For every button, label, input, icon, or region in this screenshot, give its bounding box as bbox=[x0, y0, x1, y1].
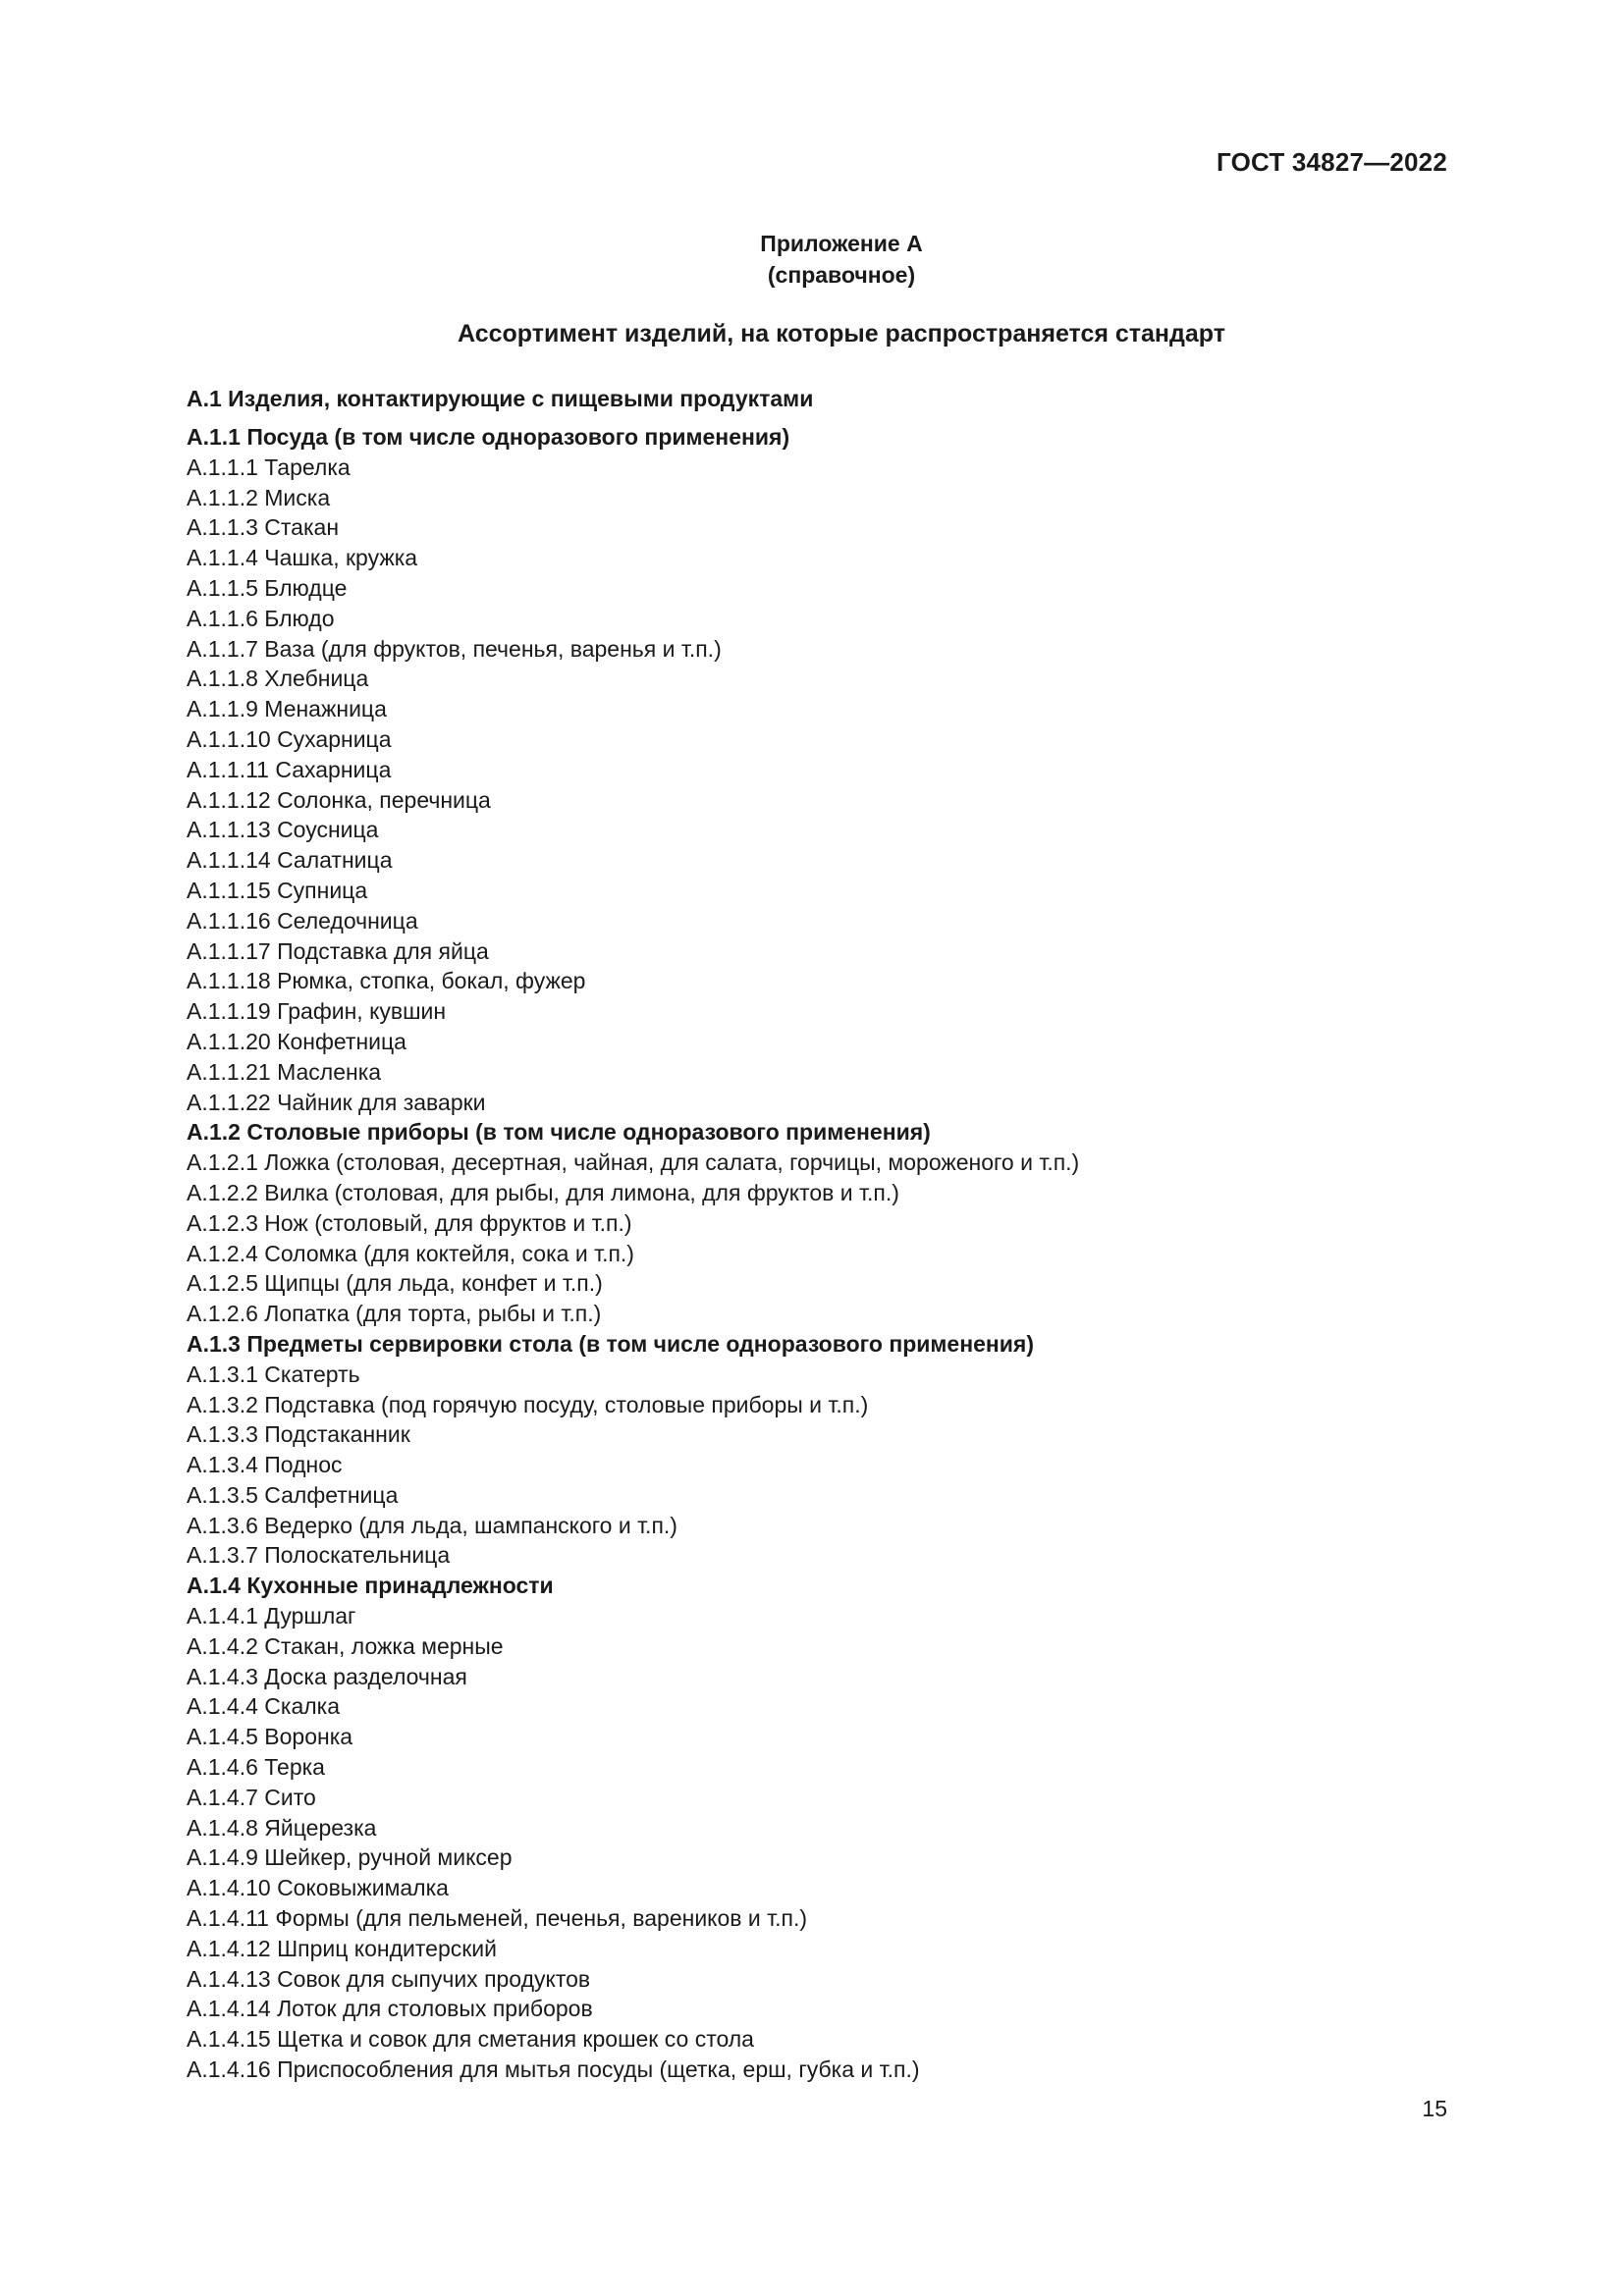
list-item: А.1.4.6 Терка bbox=[187, 1754, 325, 1781]
list-item: А.1.4.8 Яйцерезка bbox=[187, 1814, 377, 1841]
document-body bbox=[187, 383, 1463, 2085]
list-item: А.1.1.15 Супница bbox=[187, 877, 368, 903]
list-item: А.1.1.18 Рюмка, стопка, бокал, фужер bbox=[187, 968, 586, 994]
list-item: А.1.2.4 Соломка (для коктейля, сока и т.п.) bbox=[187, 1240, 634, 1266]
list-item: А.1.2.1 Ложка (столовая, десертная, чайная, для салата, горчицы, мороженого и т.п.) bbox=[187, 1149, 1080, 1176]
list-item: А.1.2.3 Нож (столовый, для фруктов и т.п.) bbox=[187, 1209, 632, 1236]
list-item: А.1.1.11 Сахарница bbox=[187, 756, 392, 782]
list-item: А.1.1.13 Соусница bbox=[187, 817, 379, 843]
list-item: А.1.3.6 Ведерко (для льда, шампанского и т.п.) bbox=[187, 1512, 677, 1538]
list-item: А.1.4.10 Соковыжималка bbox=[187, 1875, 449, 1901]
list-item: А.1.4.3 Доска разделочная bbox=[187, 1663, 467, 1689]
list-item: А.1.2.6 Лопатка (для торта, рыбы и т.п.) bbox=[187, 1301, 602, 1327]
list-item: А.1.1.5 Блюдце bbox=[187, 574, 348, 601]
list-item: А.1.4.4 Скалка bbox=[187, 1693, 341, 1720]
list-item: А.1.2.5 Щипцы (для льда, конфет и т.п.) bbox=[187, 1270, 603, 1297]
list-item: А.1.1.8 Хлебница bbox=[187, 666, 369, 692]
list-item: А.1.1.14 Салатница bbox=[187, 847, 393, 874]
subsection-heading: А.1.1 Посуда (в том числе одноразового применения) bbox=[187, 424, 790, 450]
appendix-heading bbox=[0, 228, 1624, 291]
item-list bbox=[187, 422, 1463, 2085]
list-item: А.1.1.12 Солонка, перечница bbox=[187, 786, 491, 813]
list-item: А.1.4.14 Лоток для столовых приборов bbox=[187, 1996, 593, 2022]
list-item: А.1.4.5 Воронка bbox=[187, 1724, 353, 1750]
section-heading: А.1 Изделия, контактирующие с пищевыми продуктами bbox=[187, 386, 814, 411]
list-item: А.1.3.2 Подставка (под горячую посуду, столовые приборы и т.п.) bbox=[187, 1391, 869, 1417]
list-item: А.1.4.12 Шприц кондитерский bbox=[187, 1935, 498, 1961]
list-item: А.1.1.7 Ваза (для фруктов, печенья, варенья и т.п.) bbox=[187, 635, 722, 662]
list-item: А.1.4.1 Дуршлаг bbox=[187, 1603, 356, 1629]
list-item: А.1.1.20 Конфетница bbox=[187, 1028, 406, 1054]
list-item: А.1.4.7 Сито bbox=[187, 1784, 316, 1810]
list-item: А.1.4.2 Стакан, ложка мерные bbox=[187, 1632, 504, 1659]
appendix-type: (справочное) bbox=[767, 262, 916, 288]
list-item: А.1.1.1 Тарелка bbox=[187, 454, 351, 480]
list-item: А.1.3.5 Салфетница bbox=[187, 1481, 399, 1508]
list-item: А.1.4.16 Приспособления для мытья посуды (щетка, ерш, губка и т.п.) bbox=[187, 2056, 920, 2083]
list-item: А.1.4.11 Формы (для пельменей, печенья, вареников и т.п.) bbox=[187, 1905, 808, 1932]
list-item: А.1.3.7 Полоскательница bbox=[187, 1542, 451, 1569]
subsection-heading: А.1.4 Кухонные принадлежности bbox=[187, 1573, 554, 1599]
list-item: А.1.1.4 Чашка, кружка bbox=[187, 545, 418, 571]
standard-code: ГОСТ 34827—2022 bbox=[1217, 147, 1447, 177]
list-item: А.1.2.2 Вилка (столовая, для рыбы, для лимона, для фруктов и т.п.) bbox=[187, 1179, 899, 1205]
list-item: А.1.1.17 Подставка для яйца bbox=[187, 937, 489, 964]
list-item: А.1.4.15 Щетка и совок для сметания крошек со стола bbox=[187, 2026, 754, 2053]
list-item: А.1.3.4 Поднос bbox=[187, 1452, 343, 1478]
list-item: А.1.1.2 Миска bbox=[187, 484, 331, 510]
list-item: А.1.4.13 Совок для сыпучих продуктов bbox=[187, 1965, 591, 1992]
page-number: 15 bbox=[1422, 2096, 1447, 2121]
subsection-heading: А.1.3 Предметы сервировки стола (в том числе одноразового применения) bbox=[187, 1330, 1035, 1357]
list-item: А.1.1.19 Графин, кувшин bbox=[187, 998, 447, 1025]
list-item: А.1.3.1 Скатерть bbox=[187, 1361, 360, 1387]
list-item: А.1.3.3 Подстаканник bbox=[187, 1421, 410, 1448]
list-item: А.1.1.16 Селедочница bbox=[187, 907, 418, 934]
page-title: Ассортимент изделий, на которые распространяется стандарт bbox=[458, 320, 1225, 347]
list-item: А.1.1.6 Блюдо bbox=[187, 605, 335, 631]
list-item: А.1.1.9 Менажница bbox=[187, 696, 387, 722]
list-item: А.1.1.22 Чайник для заварки bbox=[187, 1089, 486, 1115]
list-item: А.1.1.21 Масленка bbox=[187, 1058, 382, 1085]
appendix-label: Приложение А bbox=[760, 231, 923, 256]
list-item: А.1.1.3 Стакан bbox=[187, 514, 340, 541]
subsection-heading: А.1.2 Столовые приборы (в том числе одноразового применения) bbox=[187, 1119, 931, 1146]
list-item: А.1.1.10 Сухарница bbox=[187, 725, 392, 752]
list-item: А.1.4.9 Шейкер, ручной миксер bbox=[187, 1844, 513, 1871]
